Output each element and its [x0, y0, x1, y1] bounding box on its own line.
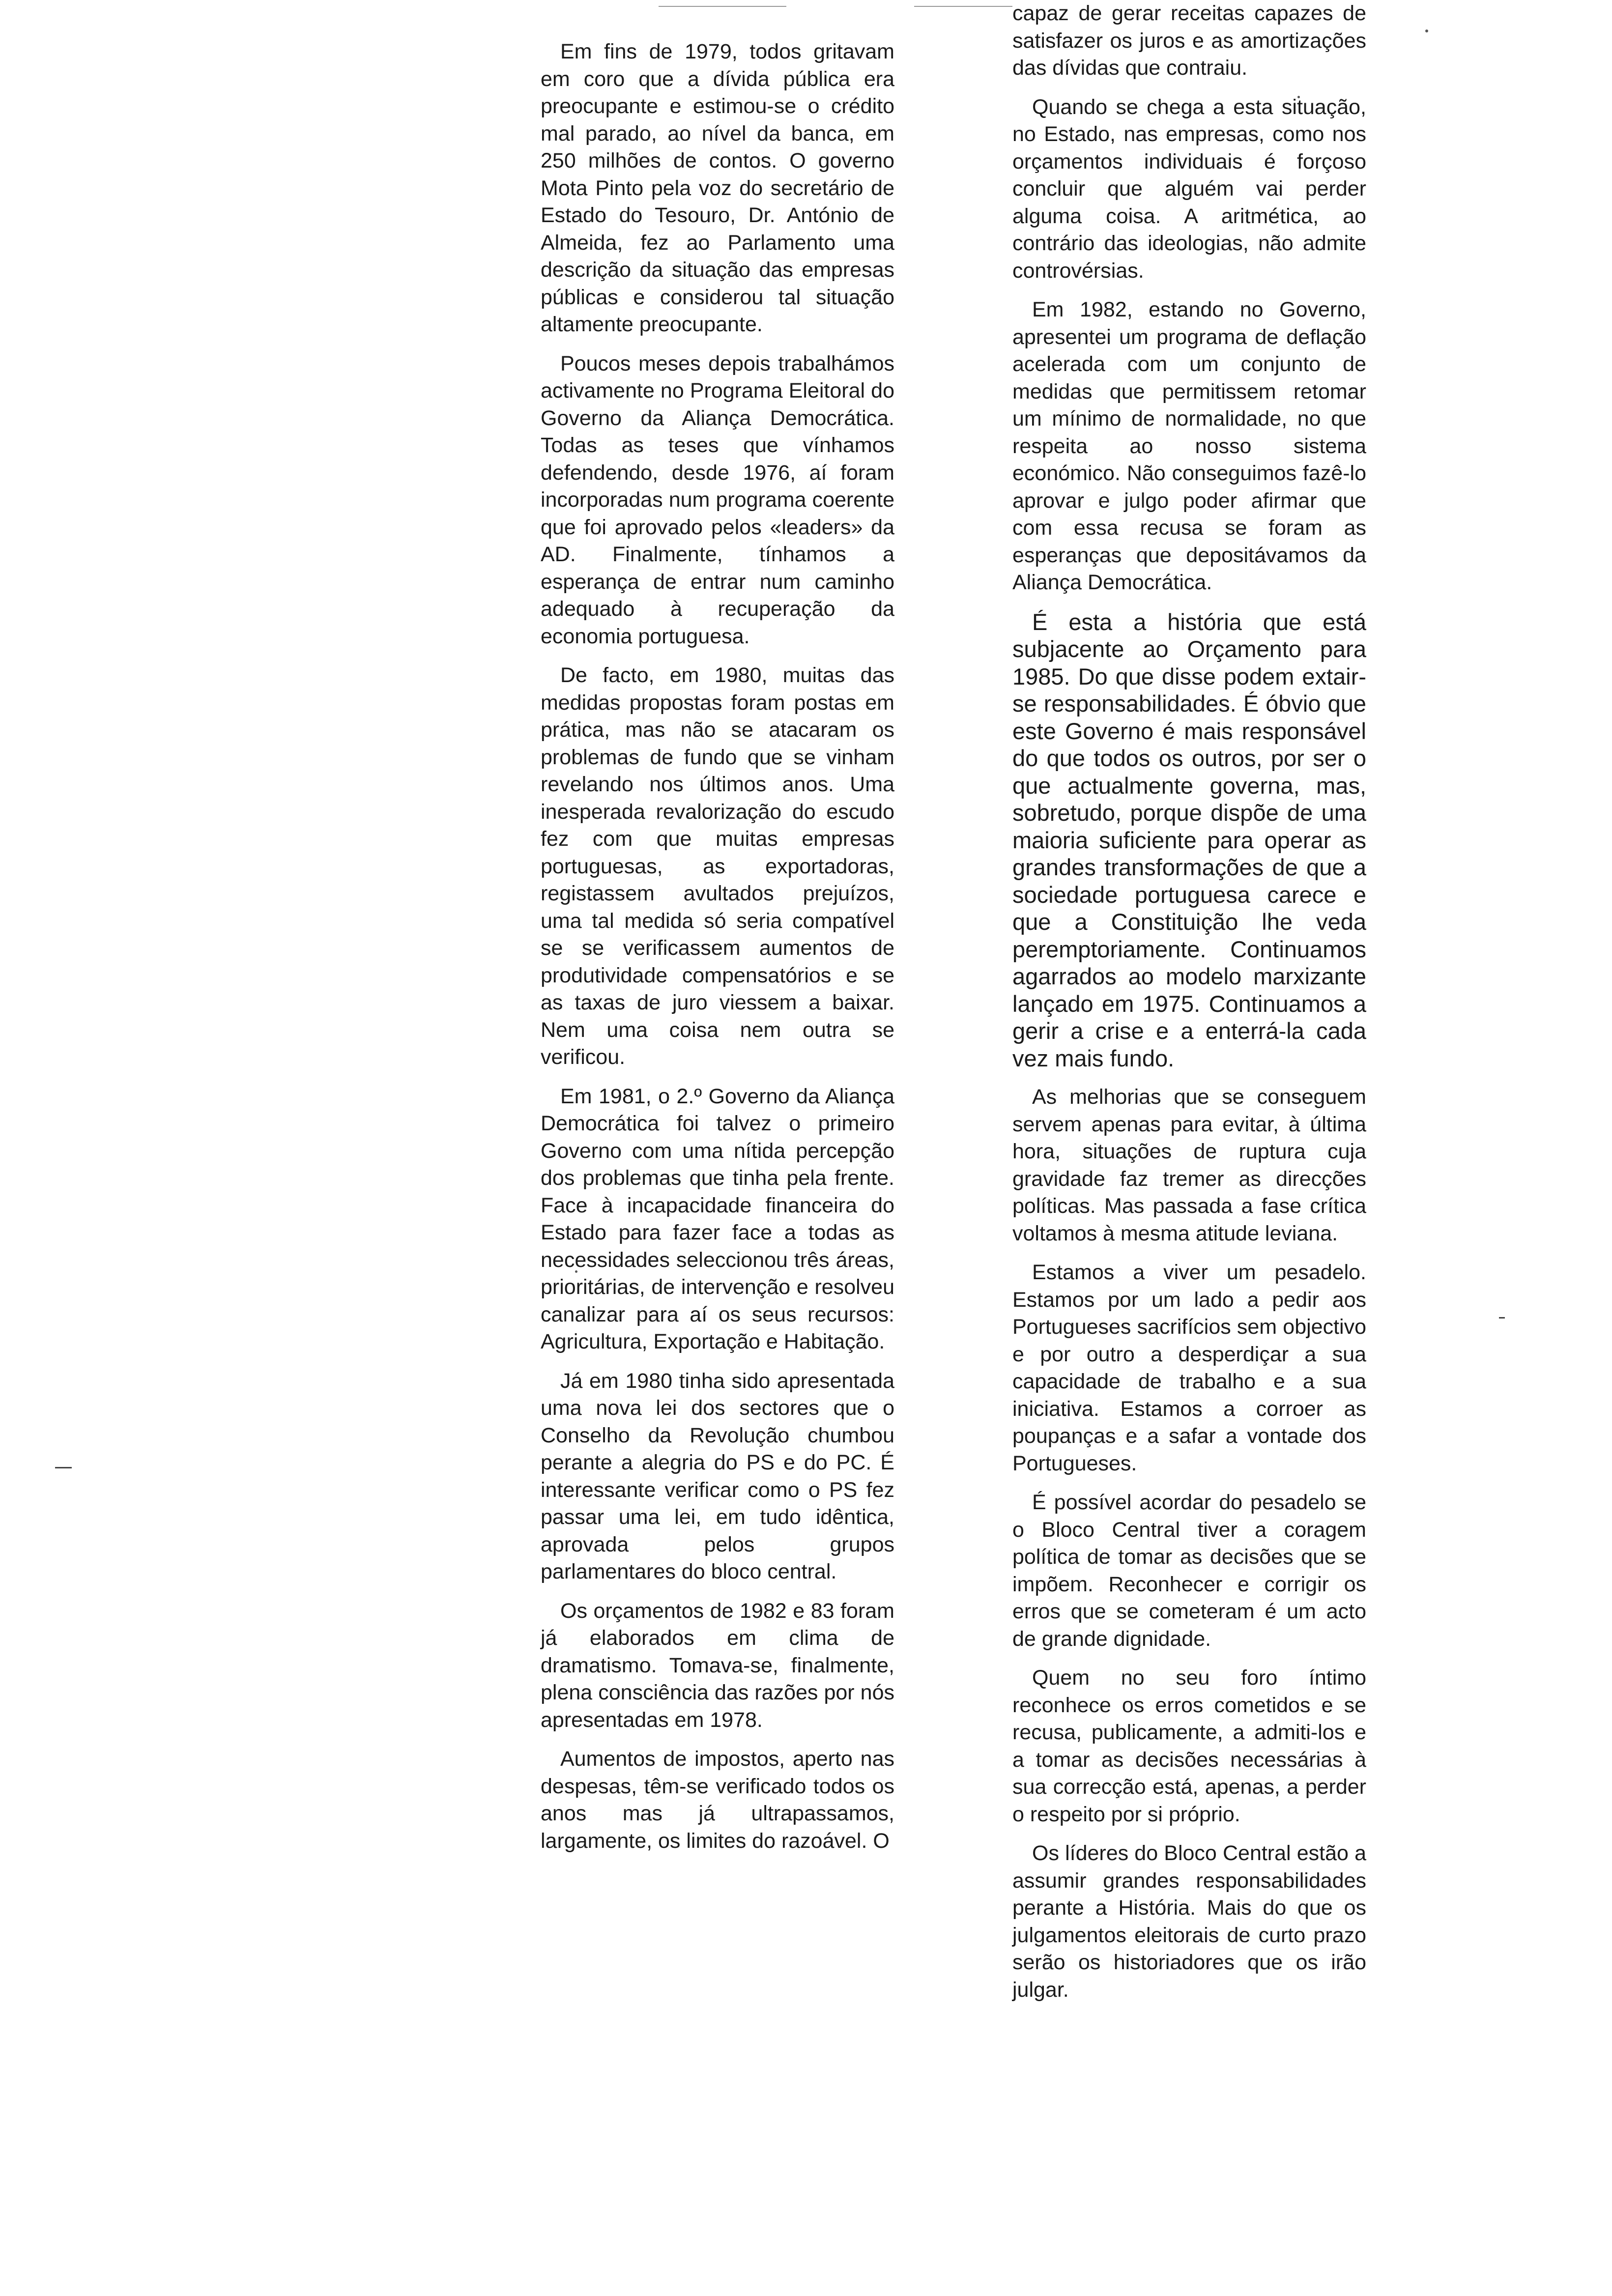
article-paragraph: As melhorias que se conseguem servem apenas para evitar, à última hora, situações de ruptura cuja gravidade faz tremer as direcções políticas. Mas passada a fase crítica voltamos à mesma atitude leviana. — [1012, 1085, 1366, 1245]
article-paragraph: Quando se chega a esta situação, no Estado, nas empresas, como nos orçamentos individuais é forçoso concluir que alguém vai perder alguma coisa. A aritmética, ao contrário das ideologias, não admite controvérsias. — [1012, 95, 1366, 283]
article-paragraph: capaz de gerar receitas capazes de satisfazer os juros e as amortizações das dívidas que contraiu. — [1012, 1, 1366, 80]
article-paragraph: Poucos meses depois trabalhámos activamente no Programa Eleitoral do Governo da Aliança Democrática. Todas as teses que vínhamos defendendo, desde 1976, aí foram incorporadas num programa coerente que foi aprovado pelos «leaders» da AD. Finalmente, tínhamos a esperança de entrar num caminho adequado à recuperação da economia portuguesa. — [541, 351, 894, 648]
article-paragraph: Os líderes do Bloco Central estão a assumir grandes responsabilidades perante a História. Mais do que os julgamentos eleitorais de curto prazo serão os historiadores que os irão julgar. — [1012, 1841, 1366, 2002]
scan-speck — [1425, 29, 1428, 32]
scan-mark — [55, 1467, 72, 1468]
article-paragraph: É esta a história que está subjacente ao Orçamento para 1985. Do que disse podem extair-se responsabilidades. É óbvio que este Governo é mais responsável do que todos os outros, por ser o que actualmente governa, mas, sobretudo, porque dispõe de uma maioria suficiente para operar as grandes transformações de que a sociedade portuguesa carece e que a Constituição lhe veda peremptoriamente. Continuamos agarrados ao modelo marxizante lançado em 1975. Continuamos a gerir a crise e a enterrá-la cada vez mais fundo. — [1012, 608, 1366, 1071]
article-paragraph: É possível acordar do pesadelo se o Bloco Central tiver a coragem política de tomar as decisões que se impõem. Reconhecer e corrigir os erros que se cometeram é um acto de grande dignidade. — [1012, 1491, 1366, 1651]
article-paragraph: Já em 1980 tinha sido apresentada uma nova lei dos sectores que o Conselho da Revolução chumbou perante a alegria do PS e do PC. É interessante verificar como o PS fez passar uma lei, em tudo idêntica, aprovada pelos grupos parlamentares do bloco central. — [541, 1369, 894, 1583]
top-rule-right — [914, 6, 1012, 7]
article-paragraph: Em 1981, o 2.º Governo da Aliança Democrática foi talvez o primeiro Governo com uma nítida percepção dos problemas que tinha pela frente. Face à incapacidade financeira do Estado para fazer face a todas as necessidades seleccionou três áreas, prioritárias, de intervenção e resolveu canalizar para aí os seus recursos: Agricultura, Exportação e Habitação. — [541, 1084, 894, 1353]
article-paragraph: De facto, em 1980, muitas das medidas propostas foram postas em prática, mas não se atacaram os problemas de fundo que se vinham revelando nos últimos anos. Uma inesperada revalorização do escudo fez com que muitas empresas portuguesas, as exportadoras, registassem avultados prejuízos, uma tal medida só seria compatível se se verificassem aumentos de produtividade compensatórios e se as taxas de juro viessem a baixar. Nem uma coisa nem outra se verificou. — [541, 663, 894, 1069]
article-paragraph: Aumentos de impostos, aperto nas despesas, têm-se verificado todos os anos mas já ultrapassamos, largamente, os limites do razoável. O — [541, 1747, 894, 1853]
article-paragraph: Os orçamentos de 1982 e 83 foram já elaborados em clima de dramatismo. Tomava-se, finalmente, plena consciência das razões por nós apresentadas em 1978. — [541, 1599, 894, 1732]
scan-mark — [1499, 1317, 1505, 1319]
article-column-left — [541, 0, 894, 1866]
article-column-right — [1012, 0, 1366, 2015]
article-paragraph: Quem no seu foro íntimo reconhece os erros cometidos e se recusa, publicamente, a admiti-los e a tomar as decisões necessárias à sua correcção está, apenas, a perder o respeito por si próprio. — [1012, 1666, 1366, 1826]
article-paragraph: Estamos a viver um pesadelo. Estamos por um lado a pedir aos Portugueses sacrifícios sem objectivo e por outro a desperdiçar a sua capacidade de trabalho e a sua iniciativa. Estamos a corroer as poupanças e a safar a vontade dos Portugueses. — [1012, 1261, 1366, 1475]
article-paragraph: Em 1982, estando no Governo, apresentei um programa de deflação acelerada com um conjunto de medidas que permitissem retomar um mínimo de normalidade, no que respeita ao nosso sistema económico. Não conseguimos fazê-lo aprovar e julgo poder afirmar que com essa recusa se foram as esperanças que depositávamos da Aliança Democrática. — [1012, 298, 1366, 594]
article-paragraph: Em fins de 1979, todos gritavam em coro que a dívida pública era preocupante e estimou-se o crédito mal parado, ao nível da banca, em 250 milhões de contos. O governo Mota Pinto pela voz do secretário de Estado do Tesouro, Dr. António de Almeida, fez ao Parlamento uma descrição da situação das empresas públicas e considerou tal situação altamente preocupante. — [541, 40, 894, 336]
